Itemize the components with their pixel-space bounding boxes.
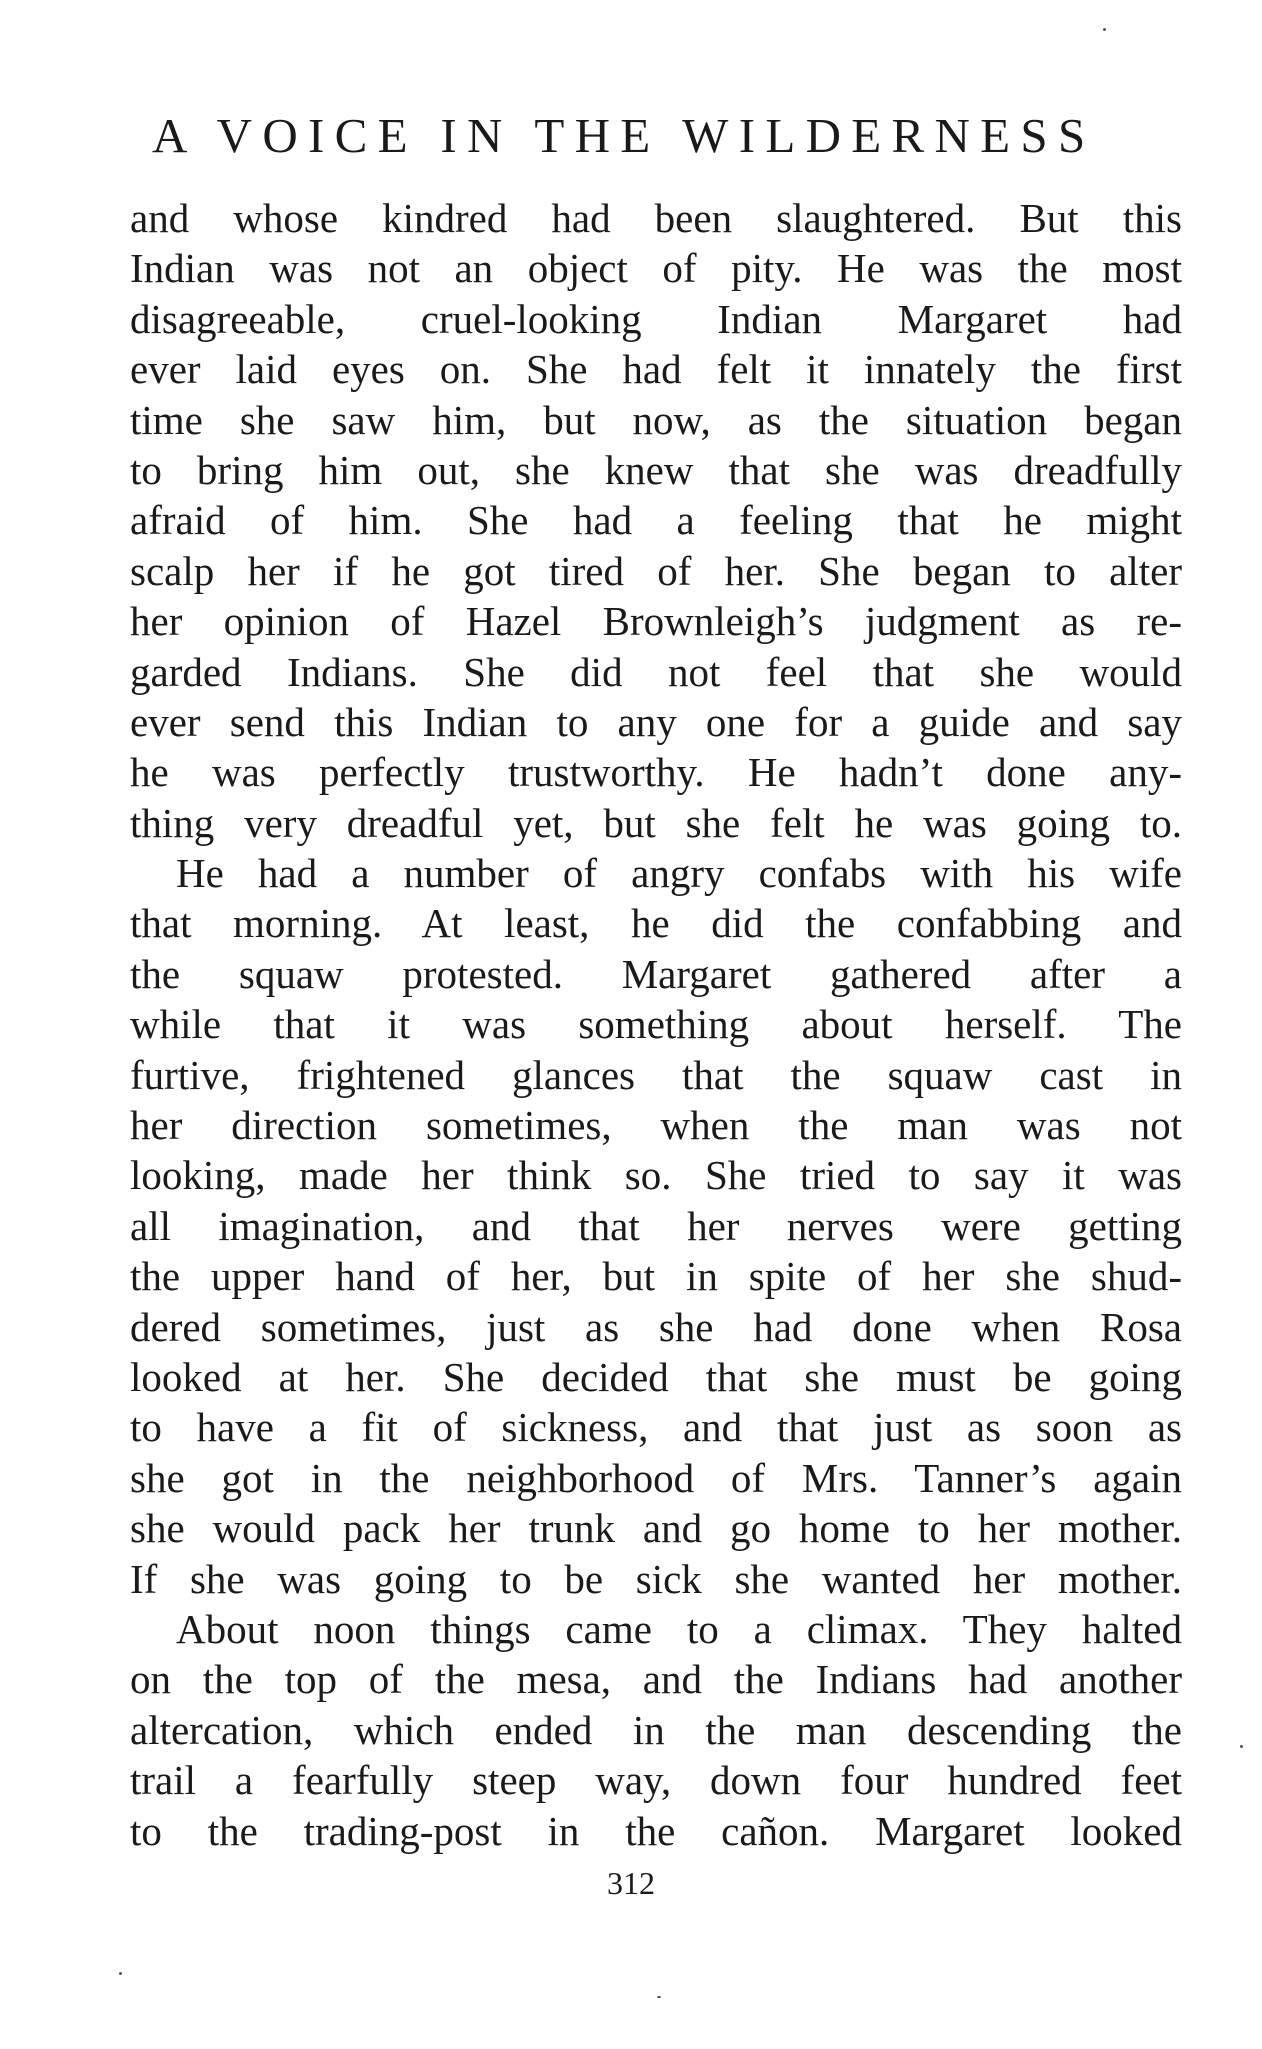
text-line: all imagination, and that her nerves were getting [130, 1202, 1182, 1249]
text-line: altercation, which ended in the man descending the [130, 1706, 1182, 1753]
text-line: About noon things came to a climax. They halted [176, 1605, 1182, 1652]
text-line: furtive, frightened glances that the squaw cast in [130, 1051, 1182, 1098]
text-line: If she was going to be sick she wanted her mother. [130, 1555, 1182, 1602]
text-line: that morning. At least, he did the confabbing and [130, 900, 1182, 947]
text-line: and whose kindred had been slaughtered. But this [130, 195, 1182, 241]
text-line: the squaw protested. Margaret gathered after a [130, 950, 1182, 997]
text-line: he was perfectly trustworthy. He hadn’t done any- [130, 749, 1182, 796]
page-number: 312 [607, 1865, 655, 1901]
body-text [130, 193, 1182, 1856]
text-line: garded Indians. She did not feel that she would [130, 648, 1182, 695]
text-line: looked at her. She decided that she must be going [130, 1353, 1182, 1400]
text-line: she got in the neighborhood of Mrs. Tanner’s again [130, 1454, 1182, 1501]
text-line: to bring him out, she knew that she was dreadfully [130, 446, 1182, 493]
scan-speck [1240, 1745, 1243, 1748]
text-line: Indian was not an object of pity. He was the most [130, 245, 1182, 292]
text-line: time she saw him, but now, as the situation began [130, 396, 1182, 443]
text-line: looking, made her think so. She tried to say it was [130, 1152, 1182, 1199]
text-line: while that it was something about herself. The [130, 1001, 1182, 1048]
text-line: ever laid eyes on. She had felt it innately the first [130, 346, 1182, 393]
text-line: trail a fearfully steep way, down four hundred feet [130, 1757, 1182, 1804]
text-line: her opinion of Hazel Brownleigh’s judgment as re- [130, 598, 1182, 645]
text-line: scalp her if he got tired of her. She began to alter [130, 547, 1182, 594]
text-line: ever send this Indian to any one for a guide and say [130, 698, 1182, 745]
scan-speck [1103, 28, 1106, 31]
text-line: the upper hand of her, but in spite of her she shud- [130, 1253, 1182, 1300]
text-line: afraid of him. She had a feeling that he might [130, 497, 1182, 544]
text-line: on the top of the mesa, and the Indians had another [130, 1656, 1182, 1703]
text-line: to the trading-post in the cañon. Margaret looked [130, 1807, 1182, 1854]
text-line: dered sometimes, just as she had done when Rosa [130, 1303, 1182, 1350]
scan-speck [119, 1972, 122, 1975]
text-line: she would pack her trunk and go home to her mother. [130, 1505, 1182, 1552]
text-line: to have a fit of sickness, and that just as soon as [130, 1404, 1182, 1451]
text-line: thing very dreadful yet, but she felt he was going to. [130, 799, 1182, 846]
text-line: He had a number of angry confabs with his wife [176, 850, 1182, 897]
text-line: her direction sometimes, when the man was not [130, 1102, 1182, 1149]
text-line: disagreeable, cruel-looking Indian Margaret had [130, 295, 1182, 342]
scan-speck [657, 1996, 661, 1998]
running-head: A VOICE IN THE WILDERNESS [152, 108, 1096, 163]
